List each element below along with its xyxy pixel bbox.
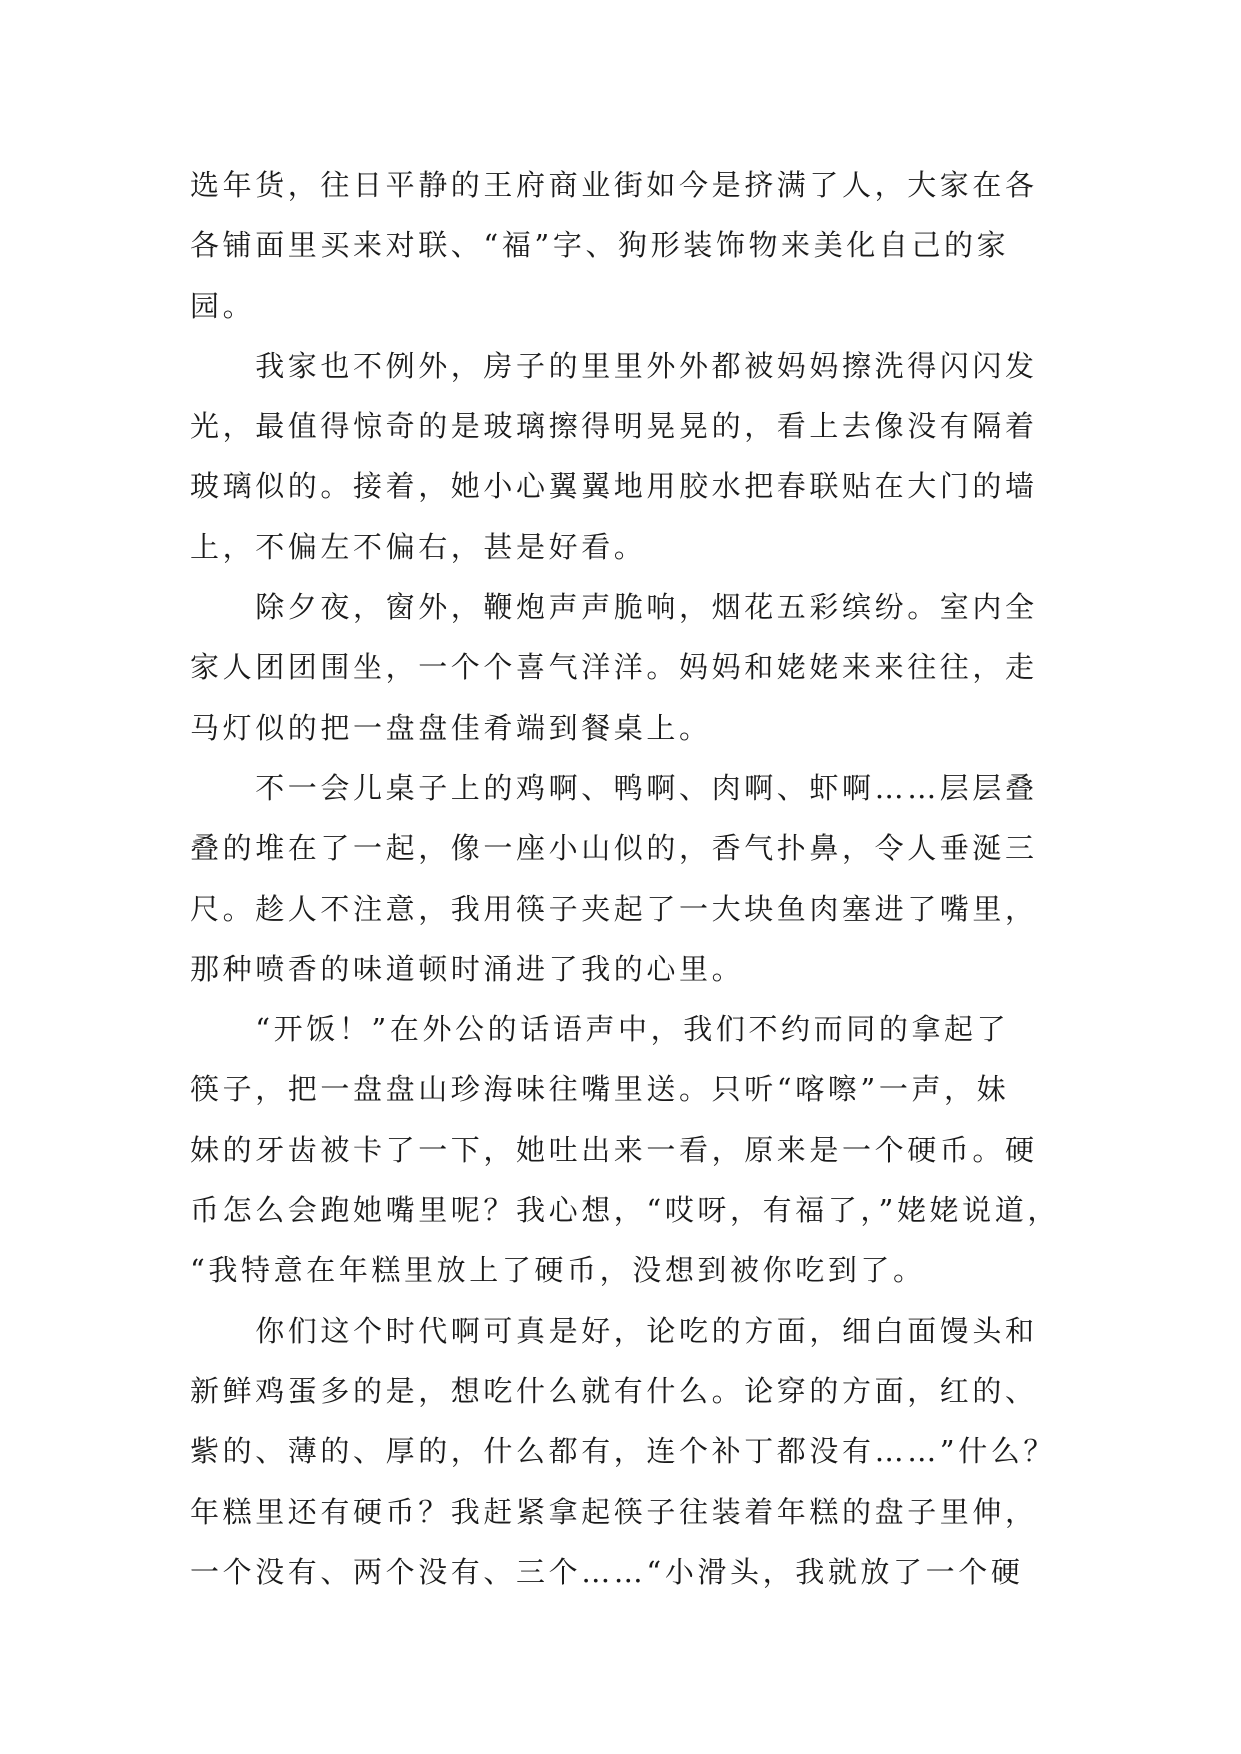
text-line: 不一会儿桌子上的鸡啊、鸭啊、肉啊、虾啊……层层叠 xyxy=(190,770,1038,805)
body-text xyxy=(190,155,1070,1602)
text-line: 上，不偏左不偏右，甚是好看。 xyxy=(190,529,647,564)
text-line: 除夕夜，窗外，鞭炮声声脆响，烟花五彩缤纷。室内全 xyxy=(190,590,1038,625)
text-line: 选年货，往日平静的王府商业街如今是挤满了人，大家在各 xyxy=(190,168,1038,202)
text-line: 我家也不例外，房子的里里外外都被妈妈擦洗得闪闪发 xyxy=(190,348,1038,383)
text-line: 新鲜鸡蛋多的是，想吃什么就有什么。论穿的方面，红的、 xyxy=(190,1373,1038,1408)
text-line: 玻璃似的。接着，她小心翼翼地用胶水把春联贴在大门的墙 xyxy=(190,469,1038,504)
text-line: 币怎么会跑她嘴里呢？我心想，“哎呀，有福了，”姥姥说道， xyxy=(190,1193,1060,1228)
text-line: 家人团团围坐，一个个喜气洋洋。妈妈和姥姥来来往往，走 xyxy=(190,650,1038,685)
text-line: 那种喷香的味道顿时涌进了我的心里。 xyxy=(190,951,745,986)
text-line: “我特意在年糕里放上了硬币，没想到被你吃到了。 xyxy=(190,1253,926,1288)
text-line: 马灯似的把一盘盘佳肴端到餐桌上。 xyxy=(190,710,712,745)
text-line: 年糕里还有硬币？我赶紧拿起筷子往装着年糕的盘子里伸， xyxy=(190,1494,1038,1529)
text-line: 妹的牙齿被卡了一下，她吐出来一看，原来是一个硬币。硬 xyxy=(190,1132,1038,1167)
text-line: 一个没有、两个没有、三个……“小滑头，我就放了一个硬 xyxy=(190,1554,1024,1589)
text-line: 园。 xyxy=(190,288,256,323)
text-line: 紫的、薄的、厚的，什么都有，连个补丁都没有……”什么？ xyxy=(190,1434,1057,1469)
text-line: 尺。趁人不注意，我用筷子夹起了一大块鱼肉塞进了嘴里， xyxy=(190,891,1038,926)
text-line: 各铺面里买来对联、“福”字、狗形装饰物来美化自己的家 xyxy=(190,228,1010,263)
text-line: 你们这个时代啊可真是好，论吃的方面，细白面馒头和 xyxy=(190,1313,1038,1348)
text-line: 光，最值得惊奇的是玻璃擦得明晃晃的，看上去像没有隔着 xyxy=(190,409,1038,444)
text-line: “开饭！”在外公的话语声中，我们不约而同的拿起了 xyxy=(190,1012,1010,1047)
text-line: 叠的堆在了一起，像一座小山似的，香气扑鼻，令人垂涎三 xyxy=(190,831,1038,866)
text-line: 筷子，把一盘盘山珍海味往嘴里送。只听“喀嚓”一声，妹 xyxy=(190,1072,1010,1107)
